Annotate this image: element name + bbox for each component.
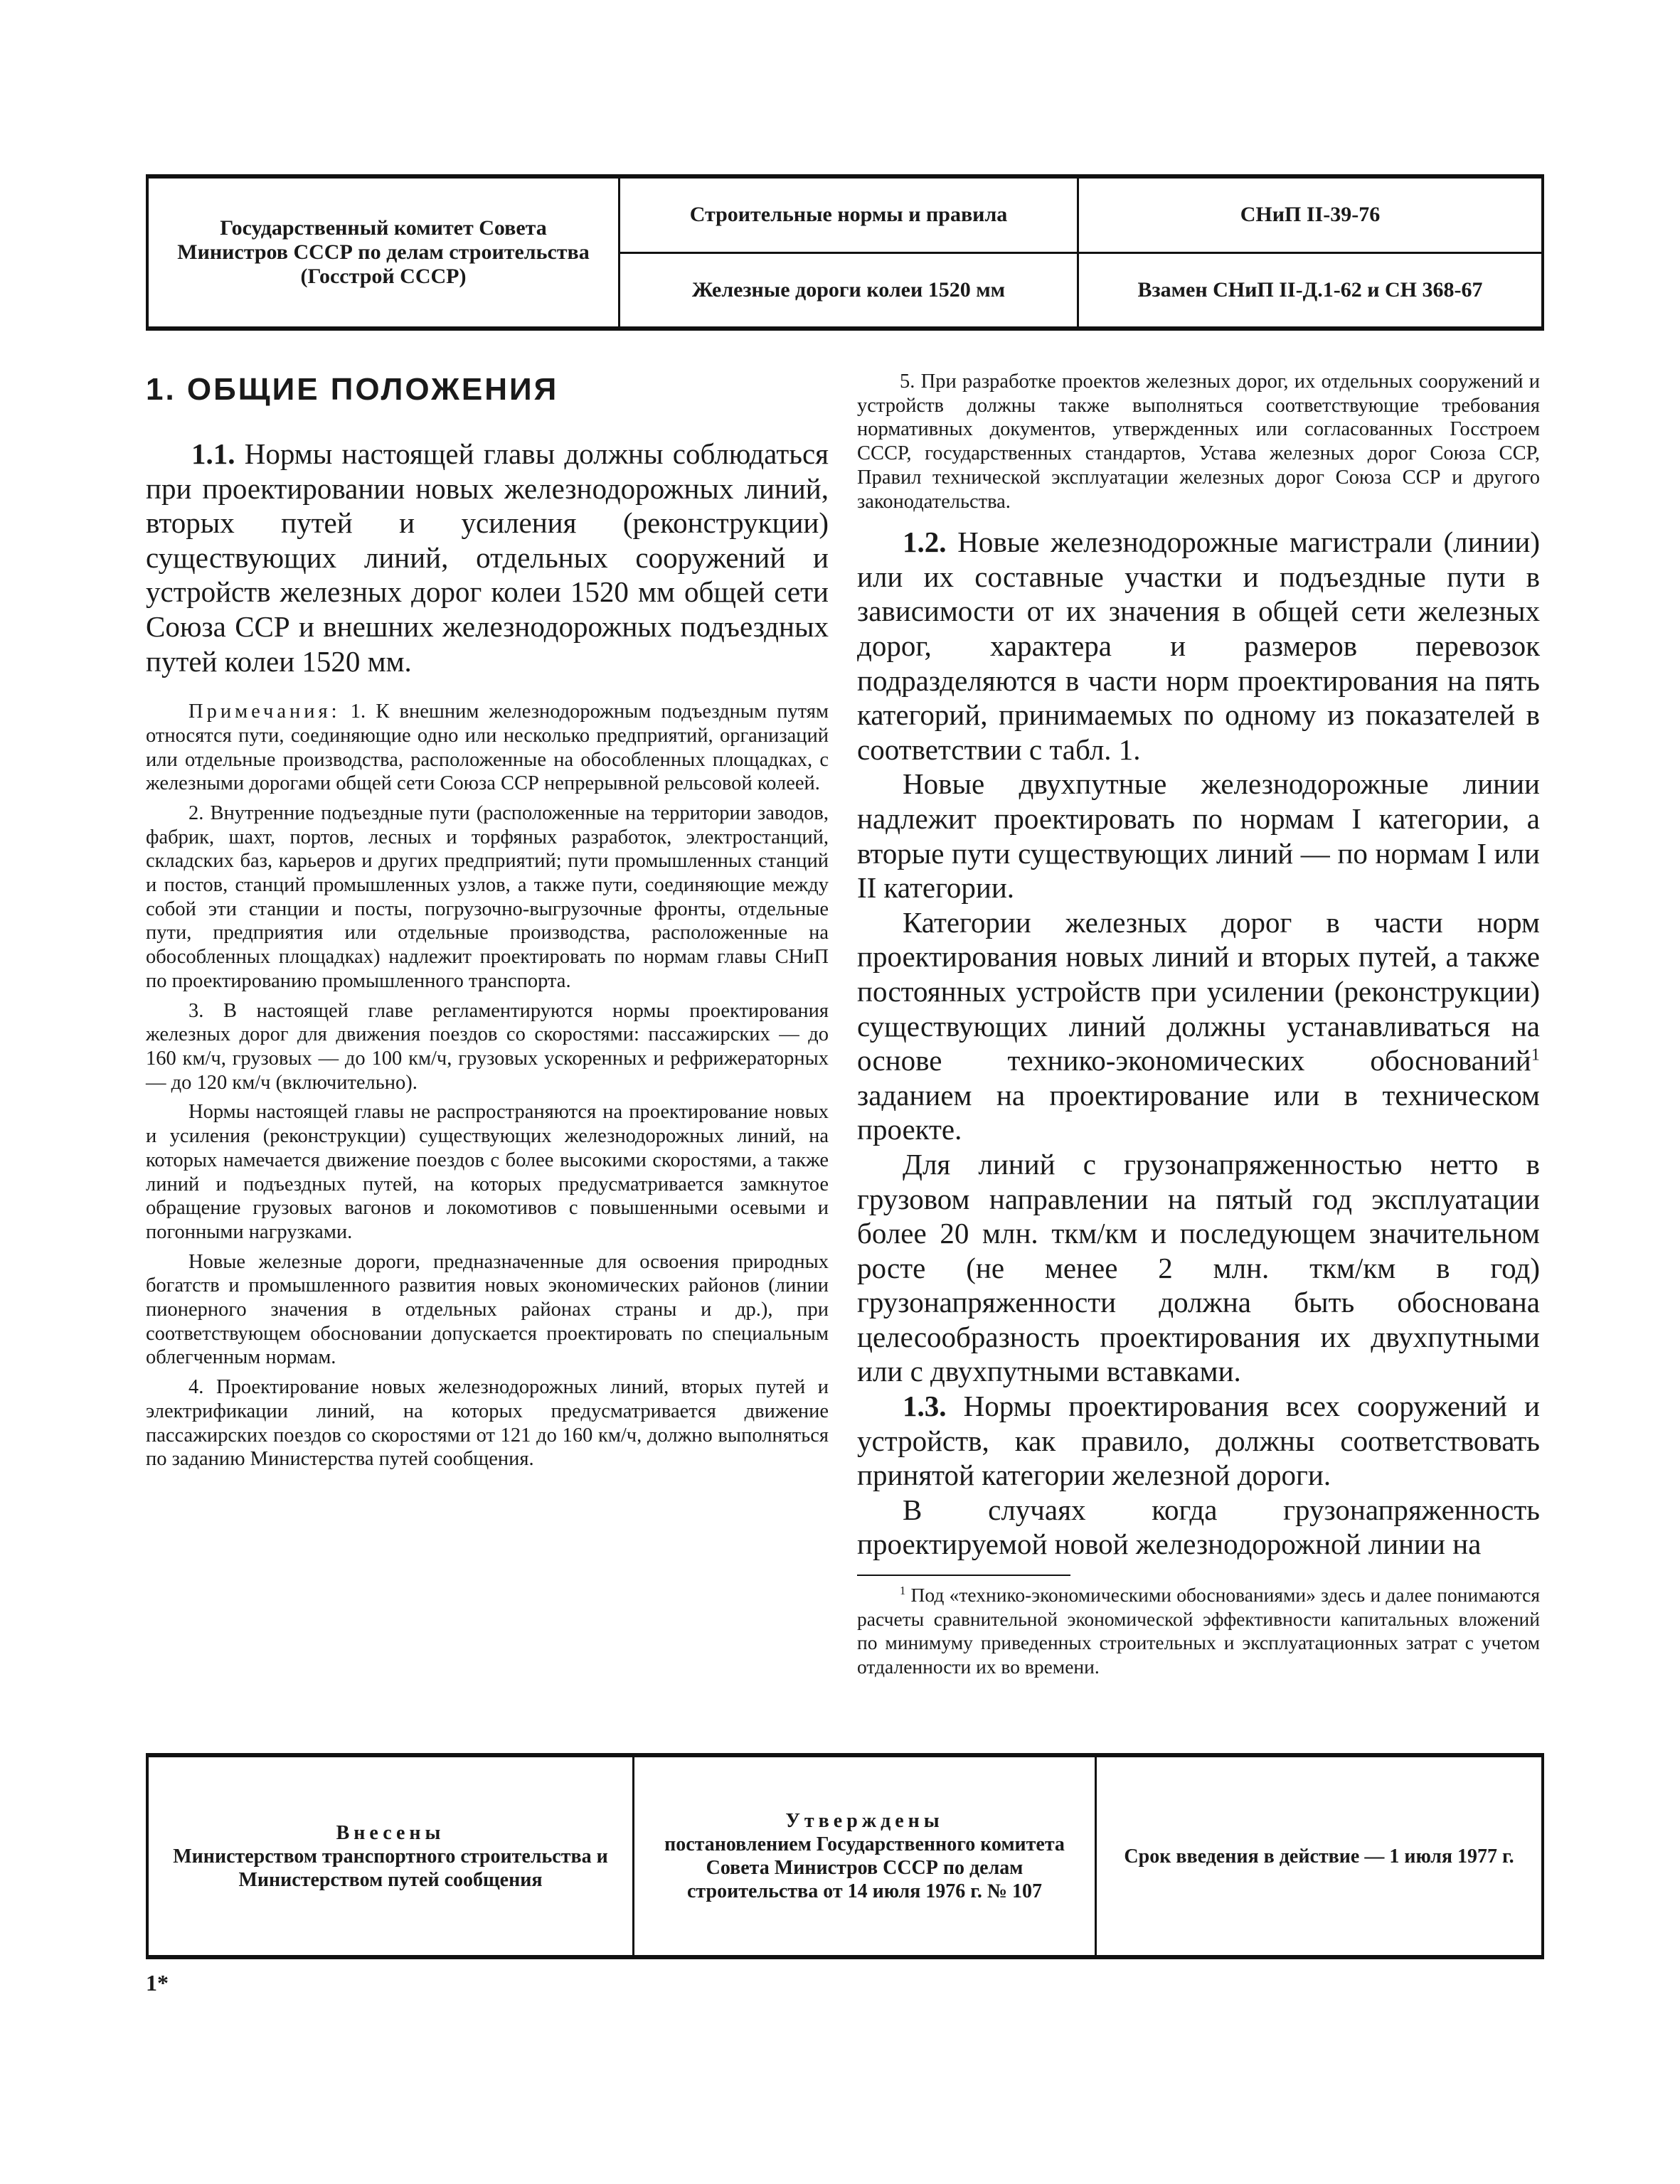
section-heading: 1. ОБЩИЕ ПОЛОЖЕНИЯ <box>146 372 559 407</box>
paragraph-1-2-number: 1.2. <box>903 526 947 559</box>
header-doc-type: Строительные нормы и правила <box>620 179 1077 254</box>
header-doc-title: Железные дороги колеи 1520 мм <box>691 277 1006 302</box>
footer-submitted <box>149 1757 632 1955</box>
header-middle <box>618 179 1077 326</box>
left-column <box>146 370 829 1471</box>
paragraph-1-2-text: Новые железнодорожные магистрали (линии) или их составные участки и подъездные пути в зависимости от их значения в общей сети железных дорог, характера и размеров перевозок подразделяются в части норм проектирования на пять категорий, принимаемых по одному из показателей в соответствии с табл. 1. <box>857 526 1540 766</box>
paragraph-1-2-categories <box>857 905 1540 1147</box>
note-1 <box>146 700 829 796</box>
note-1-text: 1. К внешним железнодорожным подъездным путям относятся пути, соединяющие одно или несколько предприятий, организаций или отдельные производства, расположенные на обособленных площадках, с железными дорогами общей сети Союза ССР непрерывной рельсовой колеей. <box>146 701 829 795</box>
note-3-continued: Нормы настоящей главы не распространяются на проектирование новых и усиления (реконструкции) существующих железнодорожных линий, на которых намечается движение поездов с более высокими скоростями, а также линий и подъездных путей, на которых предусматривается замкнутое обращение грузовых вагонов и локомотивов с повышенными осевыми и погонными нагрузками. <box>146 1101 829 1243</box>
footer-approved-label: Утверждены <box>785 1810 944 1832</box>
paragraph-1-3-continued: В случаях когда грузонапряженность проектируемой новой железнодорожной линии на <box>857 1493 1540 1561</box>
paragraph-categories-text: Категории железных дорог в части норм проектирования новых линий и вторых путей, а также постоянных устройств при усилении (реконструкции) существующих линий должны устанавливаться на основе технико-экономических обоснований <box>857 905 1540 1077</box>
paragraph-categories-tail: заданием на проектирование или в техническом проекте. <box>857 1078 1540 1146</box>
paragraph-1-2-double-track: Новые двухпутные железнодорожные линии надлежит проектировать по нормам I категории, а вторые пути существующих линий — по нормам I или II категории. <box>857 767 1540 905</box>
note-3: 3. В настоящей главе регламентируются нормы проектирования железных дорог для движения поездов со скоростями: пассажирских — до 160 км/ч, грузовых — до 100 км/ч, грузовых ускоренных и рефрижераторных — до 120 км/ч (включительно). <box>146 999 829 1094</box>
paragraph-1-3-text: Нормы проектирования всех сооружений и устройств, как правило, должны соответствовать принятой категории железной дороги. <box>857 1390 1540 1492</box>
paragraph-1-3-number: 1.3. <box>903 1390 947 1423</box>
paragraph-1-2-freight: Для линий с грузонапряженностью нетто в грузовом направлении на пятый год эксплуатации более 20 млн. ткм/км и последующем значительном росте (не менее 2 млн. ткм/км в год) грузонапряженности должна быть обоснована целесообразность проектирования их двухпутными или с двухпутными вставками. <box>857 1147 1540 1388</box>
footer-approved <box>632 1757 1095 1955</box>
notes-label: Примечания: <box>188 701 341 723</box>
note-5: 5. При разработке проектов железных дорог, их отдельных сооружений и устройств должны также выполняться соответствующие требования нормативных документов, утвержденных или согласованных Госстроем СССР, государственных стандартов, Устава железных дорог Союза ССР, Правил технической эксплуатации железных дорог Союза ССР и другого законодательства. <box>857 371 1540 513</box>
footnote-reference: 1 <box>1531 1045 1540 1065</box>
page-mark: 1* <box>146 1970 169 1996</box>
footnote-text: Под «технико-экономическими обоснованиями» здесь и далее понимаются расчеты сравнительной экономической эффективности капитальных вложений по минимуму приведенных строительных и эксплуатационных затрат с учетом отдаленности их во времени. <box>857 1584 1540 1678</box>
paragraph-1-1-number: 1.1. <box>191 437 235 470</box>
header-table <box>146 174 1544 331</box>
footnote <box>857 1583 1540 1678</box>
footer-submitted-by: Министерством транспортного строительства и Министерством путей сообщения <box>173 1845 608 1891</box>
footnote-mark: 1 <box>900 1583 906 1597</box>
footer-effective-text: Срок введения в действие — 1 июля 1977 г. <box>1124 1845 1514 1868</box>
paragraph-1-2 <box>857 525 1540 767</box>
note-2: 2. Внутренние подъездные пути (расположенные на территории заводов, фабрик, шахт, портов, лесных и торфяных разработок, электростанций, складских баз, карьеров и других предприятий; пути промышленных станций и постов, станций промышленных узлов, а также пути, соединяющие между собой эти станции и посты, погрузочно-выгрузочные фронты, отдельные пути, предприятия или отдельные производства, расположенные на обособленных площадках) надлежит проектировать по нормам главы СНиП по проектированию промышленного транспорта. <box>146 801 829 992</box>
header-organization <box>149 179 618 326</box>
footer-approved-by: постановлением Государственного комитета Совета Министров СССР по делам строительства от 14 июля 1976 г. № 107 <box>664 1833 1065 1902</box>
paragraph-1-3 <box>857 1389 1540 1493</box>
footer-effective-date <box>1095 1757 1541 1955</box>
footnote-divider <box>857 1575 1070 1576</box>
paragraph-1-1 <box>146 437 829 678</box>
right-column <box>857 370 1540 1678</box>
paragraph-1-1-text: Нормы настоящей главы должны соблюдаться при проектировании новых железнодорожных линий, вторых путей и усиления (реконструкции) существующих линий, отдельных сооружений и устройств железных дорог колеи 1520 мм общей сети Союза ССР и внешних железнодорожных подъездных путей колеи 1520 мм. <box>146 437 829 678</box>
header-doc-code: СНиП II-39-76 <box>1079 179 1541 254</box>
header-right <box>1077 179 1541 326</box>
note-4: 4. Проектирование новых железнодорожных линий, вторых путей и электрификации линий, на которых предусматривается движение пассажирских поездов со скоростями от 121 до 160 км/ч, должно выполняться по заданию Министерства путей сообщения. <box>146 1376 829 1471</box>
footer-submitted-label: Внесены <box>336 1821 445 1844</box>
note-3-pioneer-lines: Новые железные дороги, предназначенные для освоения природных богатств и промышленного развития новых экономических районов (линии пионерного значения в отдельных районах страны и др.), при соответствующем обосновании допускается проектировать по специальным облегченным нормам. <box>146 1250 829 1369</box>
header-replaces: Взамен СНиП II-Д.1-62 и СН 368-67 <box>1137 277 1483 302</box>
header-org-text: Государственный комитет Совета Министров СССР по делам строительства (Госстрой СССР) <box>177 216 590 288</box>
footer-table <box>146 1753 1544 1959</box>
